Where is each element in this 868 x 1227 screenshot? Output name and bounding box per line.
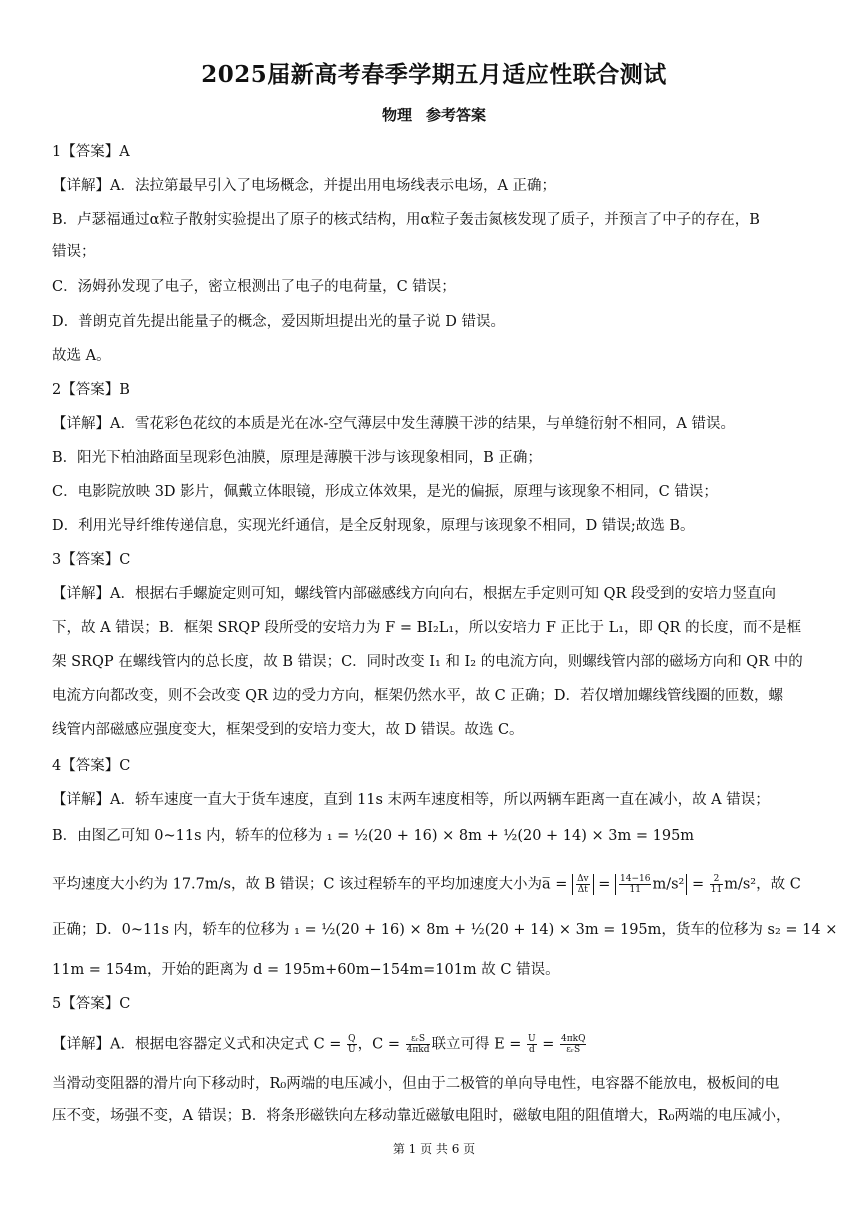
q5-explanation-line3: 压不变，场强不变，A 错误；B．将条形磁铁向左移动靠近磁敏电阻时，磁敏电阻的阻值增大，R₀两端的电压减小，: [52, 1108, 791, 1124]
q5-line1-text: 【详解】A．根据电容器定义式和决定式 C =: [52, 1036, 342, 1053]
q2-option-d: D．利用光导纤维传递信息，实现光纤通信，是全反射现象，原理与该现象不相同，D 错误;故选 B。: [52, 518, 695, 534]
q4-explanation-line3: 平均速度大小约为 17.7m/s，故 B 错误；C 该过程轿车的平均加速度大小为a̅ = $\frac{\Delta v}{\Delta t}$ = $\frac{14-16}{11}$ m/s² = $\frac{2}{11}$ m/s²，故 C: [52, 874, 801, 895]
q1-answer: 1【答案】A: [52, 144, 130, 160]
q4-abs-value: [615, 874, 687, 895]
q5-frac-4pkq: 4πkQ: [561, 1034, 586, 1044]
q2-option-c: C．电影院放映 3D 影片，佩戴立体眼镜，形成立体效果，是光的偏振，原理与该现象不相同，C 错误；: [52, 484, 718, 500]
q4-frac-dv: Δv: [577, 874, 589, 884]
page-footer: 第 1 页 共 6 页: [392, 1142, 476, 1156]
q2-option-b: B．阳光下柏油路面呈现彩色油膜，原理是薄膜干涉与该现象相同，B 正确；: [52, 450, 542, 466]
q4-result-num: 2: [710, 874, 723, 885]
q1-option-d: D．普朗克首先提出能量子的概念，爱因斯坦提出光的量子说 D 错误。: [52, 314, 505, 330]
q3-explanation-line4: 电流方向都改变，则不会改变 QR 边的受力方向，框架仍然水平，故 C 正确；D．若仅增加螺线管线圈的匝数，螺: [52, 688, 783, 704]
q4-explanation-line5: 11m = 154m，开始的距离为 d = 195m+60m−154m=101m 故 C 错误。: [52, 962, 560, 978]
q2-option-a: 【详解】A．雪花彩色花纹的本质是光在冰-空气薄层中发生薄膜干涉的结果，与单缝衍射不相同，A 错误。: [52, 416, 735, 432]
q5-answer: 5【答案】C: [52, 996, 131, 1012]
q4-explanation-line4: 正确；D．0~11s 内，轿车的位移为 ₁ = ½(20 + 16) × 8m + ½(20 + 14) × 3m = 195m，货车的位移为 s₂ = 14 ×: [52, 922, 838, 938]
page-title: 2025届新高考春季学期五月适应性联合测试: [201, 61, 667, 88]
q5-frac-u: U: [348, 1045, 356, 1055]
q4-displacement-equation: ₁ = ½(20 + 16) × 8m + ½(20 + 14) × 3m = 195m: [326, 828, 695, 844]
q5-frac-es: εᵣS: [406, 1034, 431, 1045]
q1-option-b-line2: 错误；: [52, 244, 96, 260]
q4-line3-text: 平均速度大小约为 17.7m/s，故 B 错误；C 该过程轿车的平均加速度大小为: [52, 876, 543, 893]
q5-frac-d: d: [528, 1045, 535, 1055]
doc-type-label: 参考答案: [426, 106, 487, 124]
q4-line2-text: B．由图乙可知 0~11s 内，轿车的位移为: [52, 828, 323, 844]
q4-unit: m/s²: [652, 876, 685, 893]
q1-option-c: C．汤姆孙发现了电子，密立根测出了电子的电荷量，C 错误；: [52, 279, 456, 295]
q2-answer: 2【答案】B: [52, 382, 130, 398]
q3-explanation-line2: 下，故 A 错误；B．框架 SRQP 段所受的安培力为 F = BI₂L₁，所以安培力 F 正比于 L₁，即 QR 的长度，而不是框: [52, 620, 802, 636]
q3-answer: 3【答案】C: [52, 552, 131, 568]
q5-frac-q: Q: [348, 1034, 356, 1044]
q1-option-b-line1: B．卢瑟福通过α粒子散射实验提出了原子的核式结构，用α粒子轰击氮核发现了质子，并预言了中子的存在，B: [52, 212, 760, 228]
q5-explanation-line1: [52, 1034, 587, 1055]
q4-abs-dv-dt: [572, 874, 594, 895]
q5-mid-text: 联立可得 E =: [431, 1036, 522, 1053]
q4-frac-dt: Δt: [577, 885, 588, 895]
q5-frac-u2: U: [528, 1034, 536, 1044]
q5-frac-4pkd: 4πkd: [406, 1045, 430, 1055]
q4-explanation-line1: 【详解】A．轿车速度一直大于货车速度，直到 11s 末两车速度相等，所以两辆车距离一直在减小，故 A 错误；: [52, 792, 770, 808]
page-subtitle: [0, 104, 868, 125]
q3-explanation-line3: 架 SRQP 在螺线管内的总长度，故 B 错误；C．同时改变 I₁ 和 I₂ 的电流方向，则螺线管内部的磁场方向和 QR 中的: [52, 654, 803, 670]
q3-explanation-line1: 【详解】A．根据右手螺旋定则可知，螺线管内部磁感线方向向右，根据左手定则可知 QR 段受到的安培力竖直向: [52, 586, 776, 602]
q5-c-label: ，C =: [357, 1036, 400, 1053]
subject-label: 物理: [381, 106, 412, 124]
q4-frac-num: 14−16: [620, 874, 651, 884]
q4-result-unit: m/s²，故 C: [724, 876, 801, 893]
q4-answer: 4【答案】C: [52, 758, 131, 774]
q1-conclusion: 故选 A。: [52, 348, 111, 364]
q5-equals: =: [542, 1036, 555, 1053]
q1-option-a: 【详解】A．法拉第最早引入了电场概念，并提出用电场线表示电场，A 正确；: [52, 178, 557, 194]
q5-frac-es2: εᵣS: [566, 1045, 581, 1055]
q3-explanation-line5: 线管内部磁感应强度变大，框架受到的安培力变大，故 D 错误。故选 C。: [52, 722, 524, 738]
q4-explanation-line2: [52, 826, 694, 846]
q5-explanation-line2: 当滑动变阻器的滑片向下移动时，R₀两端的电压减小，但由于二极管的单向导电性，电容器不能放电，极板间的电: [52, 1076, 780, 1092]
q4-accel-symbol: a̅ =: [542, 876, 568, 893]
q4-frac-den: 11: [629, 885, 641, 895]
q4-result-den: 11: [710, 885, 723, 895]
